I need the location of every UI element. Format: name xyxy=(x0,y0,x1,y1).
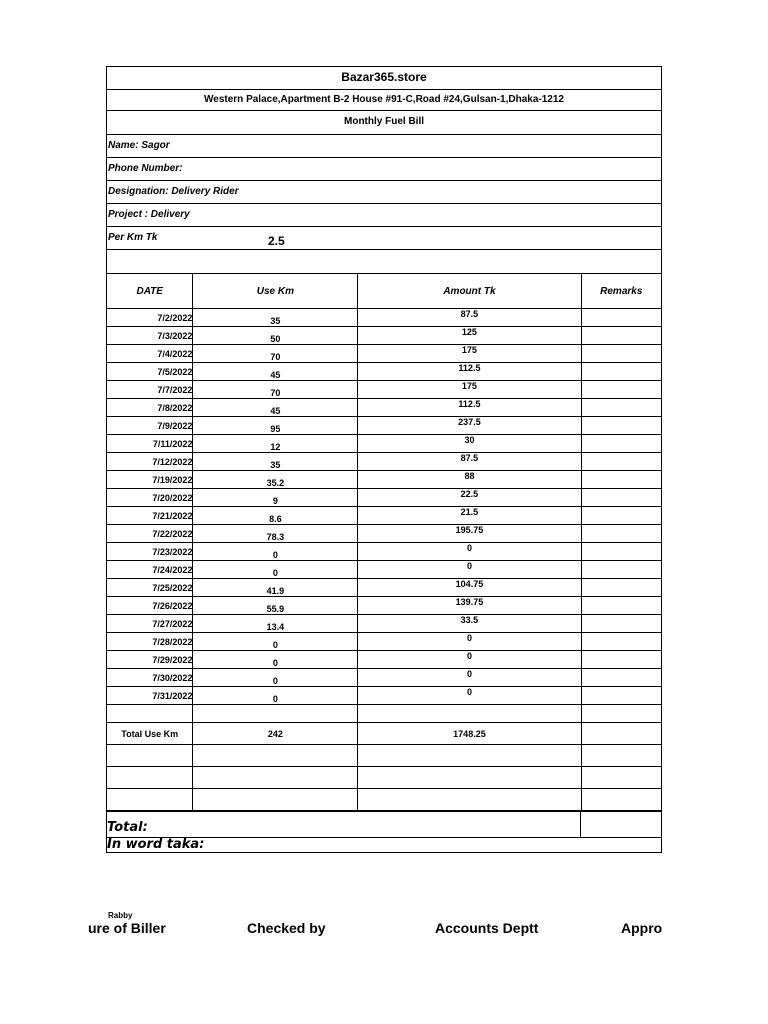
row-use-km: 0 xyxy=(193,543,358,561)
blank-row xyxy=(106,249,662,273)
phone-label: Phone Number: xyxy=(108,163,183,174)
row-date: 7/2/2022 xyxy=(107,309,193,327)
fuel-log-table xyxy=(106,273,662,811)
empty-cell xyxy=(107,767,193,789)
biller-signature-label: ure of Biller xyxy=(88,920,166,936)
row-remarks xyxy=(581,309,661,327)
row-use-km: 35 xyxy=(193,309,358,327)
row-remarks xyxy=(581,579,661,597)
table-row xyxy=(107,525,662,543)
row-amount: 0 xyxy=(358,651,581,669)
table-row xyxy=(107,345,662,363)
fuel-bill-sheet xyxy=(106,66,662,853)
header-use-km: Use Km xyxy=(193,274,358,309)
row-remarks xyxy=(581,381,661,399)
approved-label: Appro xyxy=(621,920,663,936)
table-row xyxy=(107,471,662,489)
table-header-row xyxy=(107,274,662,309)
row-amount: 88 xyxy=(358,471,581,489)
row-amount: 30 xyxy=(358,435,581,453)
row-date: 7/25/2022 xyxy=(107,579,193,597)
table-row xyxy=(107,767,662,789)
empty-cell xyxy=(107,705,193,723)
in-word-row xyxy=(106,837,662,853)
table-row xyxy=(107,651,662,669)
empty-cell xyxy=(358,767,581,789)
row-remarks xyxy=(581,561,661,579)
empty-cell xyxy=(581,745,661,767)
table-row xyxy=(107,561,662,579)
row-use-km: 41.9 xyxy=(193,579,358,597)
empty-cell xyxy=(193,789,358,811)
row-use-km: 0 xyxy=(193,651,358,669)
row-amount: 104.75 xyxy=(358,579,581,597)
row-amount: 0 xyxy=(358,543,581,561)
row-date: 7/11/2022 xyxy=(107,435,193,453)
row-date: 7/29/2022 xyxy=(107,651,193,669)
row-date: 7/3/2022 xyxy=(107,327,193,345)
project-label: Project : Delivery xyxy=(108,209,190,220)
empty-cell xyxy=(193,745,358,767)
row-remarks xyxy=(581,435,661,453)
row-date: 7/27/2022 xyxy=(107,615,193,633)
phone-field xyxy=(106,157,662,180)
total-label: Total: xyxy=(107,820,148,835)
table-row xyxy=(107,435,662,453)
row-amount: 22.5 xyxy=(358,489,581,507)
bill-title: Monthly Fuel Bill xyxy=(106,110,662,134)
row-amount: 0 xyxy=(358,669,581,687)
row-amount: 87.5 xyxy=(358,453,581,471)
company-name: Bazar365.store xyxy=(106,66,662,89)
company-address: Western Palace,Apartment B-2 House #91-C,Road #24,Gulsan-1,Dhaka-1212 xyxy=(106,89,662,110)
header-date: DATE xyxy=(107,274,193,309)
row-use-km: 45 xyxy=(193,363,358,381)
row-amount: 112.5 xyxy=(358,363,581,381)
row-use-km: 70 xyxy=(193,381,358,399)
table-row xyxy=(107,453,662,471)
empty-cell xyxy=(107,789,193,811)
biller-name: Rabby xyxy=(108,911,133,920)
checked-by-label: Checked by xyxy=(247,920,326,936)
table-row xyxy=(107,615,662,633)
row-amount: 33.5 xyxy=(358,615,581,633)
table-row xyxy=(107,687,662,705)
row-amount: 112.5 xyxy=(358,399,581,417)
row-remarks xyxy=(581,345,661,363)
row-use-km: 12 xyxy=(193,435,358,453)
empty-cell xyxy=(358,745,581,767)
accounts-dept-label: Accounts Deptt xyxy=(435,920,539,936)
designation-field xyxy=(106,180,662,203)
row-use-km: 78.3 xyxy=(193,525,358,543)
header-remarks: Remarks xyxy=(581,274,661,309)
table-row xyxy=(107,705,662,723)
table-row xyxy=(107,417,662,435)
row-amount: 175 xyxy=(358,381,581,399)
designation-label: Designation: Delivery Rider xyxy=(108,186,239,197)
row-remarks xyxy=(581,327,661,345)
row-amount: 0 xyxy=(358,561,581,579)
row-use-km: 35 xyxy=(193,453,358,471)
row-date: 7/24/2022 xyxy=(107,561,193,579)
empty-cell xyxy=(193,767,358,789)
empty-cell xyxy=(358,789,581,811)
row-remarks xyxy=(581,651,661,669)
project-field xyxy=(106,203,662,226)
row-remarks xyxy=(581,471,661,489)
row-amount: 0 xyxy=(358,633,581,651)
table-row xyxy=(107,327,662,345)
row-use-km: 0 xyxy=(193,669,358,687)
total-km-value: 242 xyxy=(193,723,358,745)
row-date: 7/7/2022 xyxy=(107,381,193,399)
row-date: 7/31/2022 xyxy=(107,687,193,705)
row-remarks xyxy=(581,399,661,417)
table-row xyxy=(107,489,662,507)
total-remarks-cell xyxy=(580,812,661,837)
name-label: Name: Sagor xyxy=(108,140,170,151)
row-use-km: 0 xyxy=(193,633,358,651)
row-date: 7/12/2022 xyxy=(107,453,193,471)
row-remarks xyxy=(581,633,661,651)
row-use-km: 95 xyxy=(193,417,358,435)
row-date: 7/21/2022 xyxy=(107,507,193,525)
row-use-km: 9 xyxy=(193,489,358,507)
row-use-km: 0 xyxy=(193,687,358,705)
row-amount: 139.75 xyxy=(358,597,581,615)
table-row xyxy=(107,381,662,399)
row-amount: 237.5 xyxy=(358,417,581,435)
row-date: 7/23/2022 xyxy=(107,543,193,561)
row-use-km: 45 xyxy=(193,399,358,417)
per-km-label: Per Km Tk xyxy=(108,232,158,243)
row-remarks xyxy=(581,507,661,525)
row-date: 7/30/2022 xyxy=(107,669,193,687)
row-amount: 195.75 xyxy=(358,525,581,543)
total-remarks xyxy=(581,723,661,745)
row-date: 7/28/2022 xyxy=(107,633,193,651)
row-remarks xyxy=(581,615,661,633)
row-remarks xyxy=(581,363,661,381)
row-date: 7/5/2022 xyxy=(107,363,193,381)
empty-cell xyxy=(107,745,193,767)
per-km-field xyxy=(106,226,662,249)
row-date: 7/20/2022 xyxy=(107,489,193,507)
empty-cell xyxy=(358,705,581,723)
row-use-km: 8.6 xyxy=(193,507,358,525)
header-amount: Amount Tk xyxy=(358,274,581,309)
row-use-km: 70 xyxy=(193,345,358,363)
row-remarks xyxy=(581,453,661,471)
table-row xyxy=(107,363,662,381)
row-use-km: 0 xyxy=(193,561,358,579)
row-amount: 175 xyxy=(358,345,581,363)
in-word-label: In word taka: xyxy=(107,837,205,852)
row-remarks xyxy=(581,597,661,615)
row-date: 7/8/2022 xyxy=(107,399,193,417)
row-amount: 87.5 xyxy=(358,309,581,327)
row-date: 7/22/2022 xyxy=(107,525,193,543)
row-use-km: 13.4 xyxy=(193,615,358,633)
row-amount: 125 xyxy=(358,327,581,345)
empty-cell xyxy=(581,705,661,723)
row-date: 7/19/2022 xyxy=(107,471,193,489)
row-amount: 21.5 xyxy=(358,507,581,525)
empty-cell xyxy=(581,767,661,789)
total-use-km-label: Total Use Km xyxy=(107,723,193,745)
row-use-km: 55.9 xyxy=(193,597,358,615)
row-use-km: 50 xyxy=(193,327,358,345)
row-remarks xyxy=(581,687,661,705)
table-row xyxy=(107,399,662,417)
table-row xyxy=(107,579,662,597)
table-row xyxy=(107,745,662,767)
row-remarks xyxy=(581,669,661,687)
table-row xyxy=(107,597,662,615)
totals-row xyxy=(107,723,662,745)
name-field xyxy=(106,134,662,157)
row-date: 7/4/2022 xyxy=(107,345,193,363)
table-row xyxy=(107,543,662,561)
row-use-km: 35.2 xyxy=(193,471,358,489)
table-row xyxy=(107,633,662,651)
table-row xyxy=(107,669,662,687)
table-row xyxy=(107,789,662,811)
empty-cell xyxy=(193,705,358,723)
total-amount-value: 1748.25 xyxy=(358,723,581,745)
row-date: 7/26/2022 xyxy=(107,597,193,615)
table-row xyxy=(107,309,662,327)
empty-cell xyxy=(581,789,661,811)
table-row xyxy=(107,507,662,525)
row-amount: 0 xyxy=(358,687,581,705)
row-remarks xyxy=(581,543,661,561)
row-remarks xyxy=(581,489,661,507)
row-remarks xyxy=(581,417,661,435)
total-row xyxy=(106,811,662,837)
row-date: 7/9/2022 xyxy=(107,417,193,435)
row-remarks xyxy=(581,525,661,543)
per-km-value: 2.5 xyxy=(268,234,285,248)
